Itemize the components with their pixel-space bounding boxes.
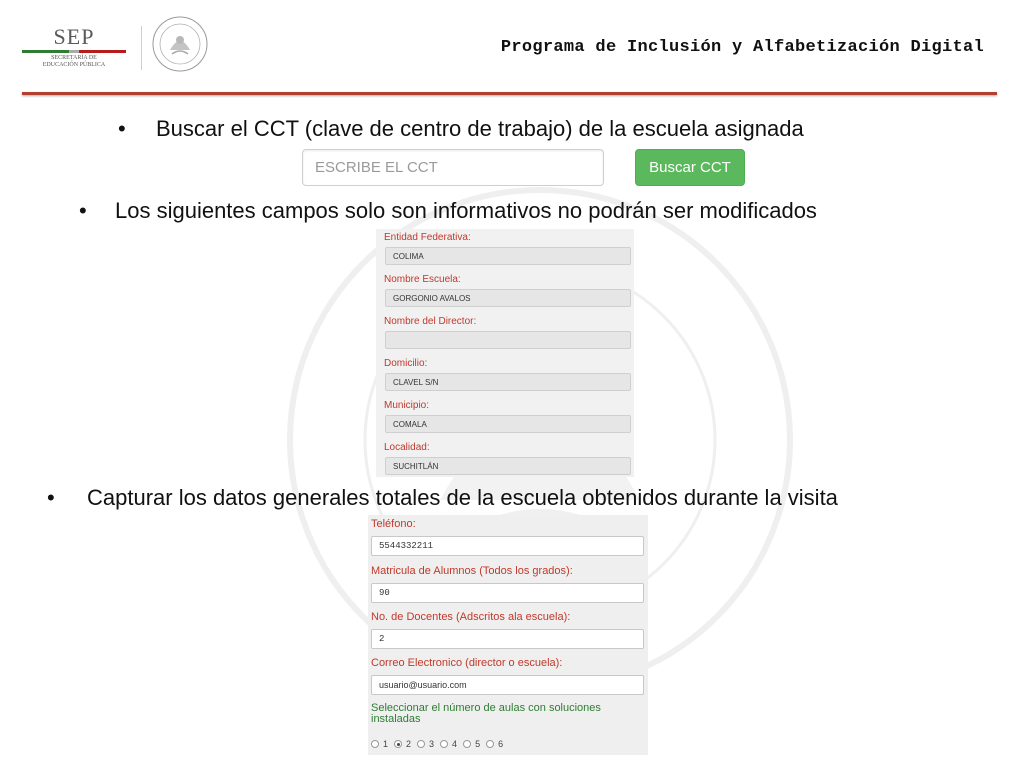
logo-divider	[141, 26, 142, 70]
radio-label: 3	[429, 739, 435, 749]
telefono-input[interactable]: 5544332211	[371, 536, 644, 556]
radio-circle[interactable]	[440, 740, 448, 748]
sep-logo-acronym: SEP	[53, 24, 95, 49]
radio-label: 1	[383, 739, 389, 749]
program-title: Programa de Inclusión y Alfabetización Digital	[500, 38, 984, 57]
buscar-cct-button[interactable]: Buscar CCT	[635, 149, 745, 186]
matricula-label: Matricula de Alumnos (Todos los grados):	[371, 565, 573, 577]
telefono-label: Teléfono:	[371, 518, 416, 530]
sep-logo-subtitle-line1: SECRETARÍA DE	[51, 55, 97, 61]
sep-logo-subtitle	[22, 55, 126, 69]
municipio-field: COMALA	[385, 415, 631, 433]
sep-logo-stripe	[22, 50, 126, 53]
aulas-radio-2[interactable]	[394, 739, 411, 749]
docentes-input[interactable]: 2	[371, 629, 644, 649]
radio-label: 6	[498, 739, 504, 749]
municipio-label: Municipio:	[384, 400, 430, 411]
domicilio-field: CLAVEL S/N	[385, 373, 631, 391]
bullet-marker: •	[47, 485, 55, 510]
radio-label: 2	[406, 739, 412, 749]
aulas-radio-5[interactable]	[463, 739, 480, 749]
aulas-radio-1[interactable]	[371, 739, 388, 749]
localidad-label: Localidad:	[384, 442, 430, 453]
nombre-escuela-label: Nombre Escuela:	[384, 274, 461, 285]
aulas-radio-6[interactable]	[486, 739, 503, 749]
aulas-radio-group	[371, 737, 509, 751]
national-seal-icon	[150, 14, 210, 74]
entidad-field: COLIMA	[385, 247, 631, 265]
bullet-text: Los siguientes campos solo son informativos no podrán ser modificados	[115, 198, 817, 223]
radio-circle[interactable]	[463, 740, 471, 748]
radio-label: 5	[475, 739, 481, 749]
aulas-label: Seleccionar el número de aulas con soluciones instaladas	[371, 702, 601, 725]
matricula-input[interactable]: 90	[371, 583, 644, 603]
localidad-field: SUCHITLÁN	[385, 457, 631, 475]
sep-logo-subtitle-line2: EDUCACIÓN PÚBLICA	[42, 62, 106, 68]
bullet-marker: •	[118, 116, 126, 141]
nombre-escuela-field: GORGONIO AVALOS	[385, 289, 631, 307]
nombre-director-label: Nombre del Director:	[384, 316, 477, 327]
radio-label: 4	[452, 739, 458, 749]
school-info-panel	[376, 229, 634, 477]
sep-logo	[22, 24, 126, 74]
bullet-marker: •	[79, 198, 87, 223]
nombre-director-field	[385, 331, 631, 349]
header	[0, 0, 1024, 96]
domicilio-label: Domicilio:	[384, 358, 428, 369]
aulas-radio-4[interactable]	[440, 739, 457, 749]
cct-search-input[interactable]	[302, 149, 604, 186]
correo-label: Correo Electronico (director o escuela):	[371, 657, 563, 669]
bullet-text: Buscar el CCT (clave de centro de trabajo) de la escuela asignada	[156, 116, 804, 141]
aulas-radio-3[interactable]	[417, 739, 434, 749]
header-divider	[22, 92, 997, 95]
docentes-label: No. de Docentes (Adscritos ala escuela):	[371, 611, 571, 623]
radio-circle-selected[interactable]	[394, 740, 402, 748]
entidad-label: Entidad Federativa:	[384, 232, 471, 243]
bullet-text: Capturar los datos generales totales de la escuela obtenidos durante la visita	[87, 485, 838, 510]
radio-circle[interactable]	[486, 740, 494, 748]
radio-circle[interactable]	[371, 740, 379, 748]
correo-input[interactable]: usuario@usuario.com	[371, 675, 644, 695]
capture-form-panel	[368, 515, 648, 755]
radio-circle[interactable]	[417, 740, 425, 748]
